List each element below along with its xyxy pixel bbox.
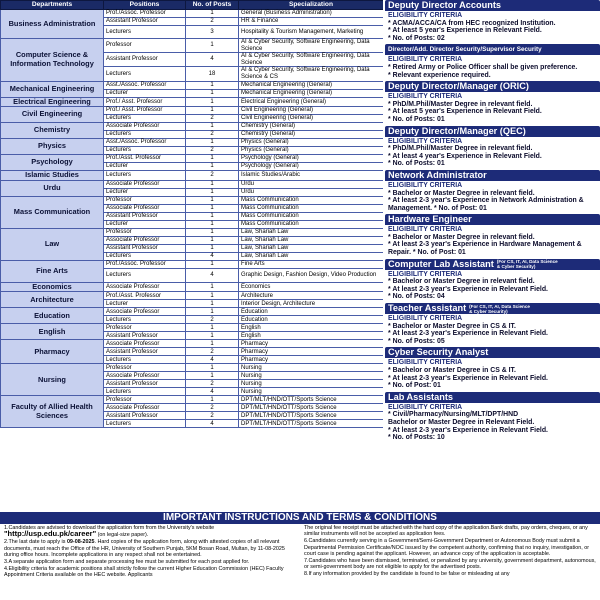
criteria-line: * No. of Posts: 01 [388,160,445,168]
eligibility-label: ELIGIBILITY CRITERIA [388,12,463,19]
position-box [385,170,600,213]
criteria-line: * At least 4 year's Experience in Relevant Field. [388,152,542,160]
table-row [1,292,384,300]
posts-count-cell: 1 [186,396,239,404]
posts-count-cell: 1 [186,340,239,348]
position-title-text: Director/Add. Director Security/Supervisor Security [388,46,542,54]
criteria-line: * PhD/M.Phil/Master Degree in relevant field. [388,145,533,153]
position-cell: Lecturers [104,268,186,282]
criteria-line: * At least 2-3 year's Experience in Relevant Field. [388,330,548,338]
specialization-cell: Civil Engineering (General) [239,115,384,123]
specialization-cell: DPT/MLT/HND/OTT/Sports Science [239,412,384,420]
posts-count-cell: 1 [186,244,239,252]
position-cell: Prof./Assoc. Professor [104,260,186,268]
criteria-line: * No. of Posts: 05 [388,337,445,345]
position-title-text: Teacher Assistant [388,303,467,314]
position-title [385,126,600,137]
department-cell: Electrical Engineering [1,97,104,107]
instruction-text: (on legal-size paper). [96,532,149,539]
position-title-text: Deputy Director/Manager (ORIC) [388,81,529,92]
posts-count-cell: 1 [186,107,239,115]
header-positions: Positions [104,1,186,10]
posts-count-cell: 1 [186,81,239,89]
department-cell: Faculty of Allied Health Sciences [1,396,104,428]
department-cell: Law [1,228,104,260]
posts-count-cell: 2 [186,412,239,420]
position-box [385,0,600,43]
table-row [1,308,384,316]
position-cell: Associate Professor [104,372,186,380]
specialization-cell: Pharmacy [239,356,384,364]
instructions-left-column [4,525,296,579]
positions-panel [385,0,600,512]
position-cell: Lecturers [104,26,186,39]
table-row [1,107,384,115]
criteria-line: * At least 2-3 year's Experience in Network Administration & Management. * No. of Post: 01 [388,197,584,212]
posts-count-cell: 1 [186,372,239,380]
posts-count-cell: 1 [186,180,239,188]
specialization-cell: Fine Arts [239,260,384,268]
eligibility-label: ELIGIBILITY CRITERIA [388,93,463,101]
specialization-cell: Law, Shariah Law [239,236,384,244]
position-title [385,392,600,403]
position-cell: Professor [104,39,186,53]
position-title [385,81,600,92]
specialization-cell: Pharmacy [239,340,384,348]
position-cell: Lecturer [104,89,186,97]
specialization-cell: AI & Cyber Security, Software Engineering, Data Science [239,53,384,67]
criteria-line: * At least 5 year's Experience in Relevant Field. [388,27,542,35]
posts-count-cell: 4 [186,420,239,428]
specialization-cell: Islamic Studies/Arabic [239,171,384,181]
table-row [1,196,384,204]
criteria-line: * No. of Post: 01 [388,382,441,390]
specialization-cell: Mass Communication [239,212,384,220]
position-cell: Assistant Professor [104,332,186,340]
position-cell: Lecturers [104,252,186,260]
position-cell: Professor [104,396,186,404]
position-cell: Asst./Assoc. Professor [104,81,186,89]
specialization-cell: English [239,324,384,332]
posts-count-cell: 1 [186,188,239,196]
position-cell: Lecturers [104,388,186,396]
instructions-section [0,512,600,600]
specialization-cell: Nursing [239,364,384,372]
position-cell: Professor [104,196,186,204]
position-subtitle: (For CS, IT, AI, Data Science & Cyber Security) [496,259,558,270]
instruction-item: 6.Candidates currently serving in a Government/Semi-Government Department or Autonomous Body must submit a Departmental Permission Certificate/NOC issued by the competent authority, confirming that no inquiry, investigation, or court case is pending against the applicant. However, an advance copy of the application is acceptable. [304,538,590,558]
instruction-item: The original fee receipt must be attached with the hard copy of the application.Bank drafts, pay orders, cheques, or any similar instruments will not be accepted as application fees. [304,525,588,538]
eligibility-criteria [385,11,600,43]
specialization-cell: Nursing [239,372,384,380]
specialization-cell: Nursing [239,388,384,396]
position-cell: Professor [104,228,186,236]
posts-count-cell: 3 [186,26,239,39]
position-box [385,44,600,80]
position-cell: Prof./ Asst. Professor [104,97,186,107]
posts-count-cell: 1 [186,10,239,18]
eligibility-label: ELIGIBILITY CRITERIA [388,137,463,145]
eligibility-label: ELIGIBILITY CRITERIA [388,181,463,189]
position-box [385,214,600,257]
deadline-date: 09-08-2025 [66,539,95,546]
instruction-item [4,539,296,558]
position-cell: Lecturers [104,316,186,324]
specialization-cell: Education [239,308,384,316]
position-title [385,0,600,11]
posts-count-cell: 1 [186,236,239,244]
position-cell: Lecturers [104,115,186,123]
position-cell: Associate Professor [104,404,186,412]
specialization-cell: Civil Engineering (General) [239,107,384,115]
position-box [385,259,600,302]
criteria-line: * PhD/M.Phil/Master Degree in relevant field. [388,100,533,108]
table-row [1,282,384,292]
specialization-cell: AI & Cyber Security, Software Engineering, Data Science [239,39,384,53]
position-cell: Lecturer [104,163,186,171]
department-cell: Islamic Studies [1,171,104,181]
position-title [385,44,600,55]
posts-count-cell: 1 [186,228,239,236]
specialization-cell: DPT/MLT/HND/OTT/Sports Science [239,396,384,404]
criteria-line: * Bachelor or Master Degree in relevant field. [388,278,535,286]
criteria-line: Bachelor or Master Degree in Relevant Field. [388,418,535,426]
posts-count-cell: 1 [186,163,239,171]
posts-count-cell: 2 [186,147,239,155]
instruction-item [4,566,296,579]
posts-count-cell: 2 [186,348,239,356]
position-box [385,392,600,443]
table-row [1,180,384,188]
department-cell: Chemistry [1,123,104,139]
posts-count-cell: 4 [186,53,239,67]
criteria-line: * Retired Army or Police Officer shall be given preference. [388,63,578,71]
specialization-cell: DPT/MLT/HND/OTT/Sports Science [239,420,384,428]
department-cell: Computer Science & Information Technology [1,39,104,82]
specialization-cell: Chemistry (General) [239,123,384,131]
position-cell: Lecturer [104,300,186,308]
position-cell: Associate Professor [104,282,186,292]
posts-count-cell: 1 [186,332,239,340]
criteria-line: * At least 2-3 year's Experience in Relevant Field. [388,285,548,293]
department-cell: English [1,324,104,340]
table-row [1,123,384,131]
posts-count-cell: 2 [186,380,239,388]
eligibility-label: ELIGIBILITY CRITERIA [388,403,463,411]
position-title [385,347,600,358]
eligibility-label: ELIGIBILITY CRITERIA [388,226,463,234]
department-cell: Mechanical Engineering [1,81,104,97]
department-cell: Urdu [1,180,104,196]
posts-count-cell: 1 [186,39,239,53]
criteria-line: * Bachelor or Master Degree in relevant field. [388,189,535,197]
position-cell: Assistant Professor [104,53,186,67]
eligibility-criteria [385,270,600,302]
department-cell: Mass Communication [1,196,104,228]
position-cell: Professor [104,324,186,332]
specialization-cell: English [239,332,384,340]
position-title-text: Deputy Director/Manager (QEC) [388,125,526,136]
specialization-cell: Pharmacy [239,348,384,356]
specialization-cell: Education [239,316,384,324]
instruction-item: 7.Candidates who have been dismissed, terminated, or penalized by any university, government department, autonomous, or semi-government body are not eligible to apply for the advertised posts. [304,557,596,571]
position-title-text: Lab Assistants [388,391,454,402]
posts-count-cell: 1 [186,220,239,228]
table-row [1,396,384,404]
posts-count-cell: 1 [186,364,239,372]
posts-count-cell: 2 [186,131,239,139]
criteria-line: * ACMA/ACCA/CA from HEC recognized Institution. [388,19,556,27]
position-title-text: Hardware Engineer [388,214,472,225]
criteria-line: * Civil/Pharmacy/Nursing/MLT/DPT/HND [388,411,519,419]
specialization-cell: Physics (General) [239,139,384,147]
position-title-text: Deputy Director Accounts [388,0,501,10]
table-row [1,364,384,372]
career-url-link[interactable]: "http://usp.edu.pk/career" [4,529,97,539]
instruction-text: 1.Candidates are advised to download the application form from the University's website [4,525,215,531]
posts-count-cell: 1 [186,139,239,147]
posts-count-cell: 4 [186,252,239,260]
department-cell: Architecture [1,292,104,308]
criteria-line: * At least 5 year's Experience in Relevant Field. [388,108,542,116]
department-cell: Physics [1,139,104,155]
eligibility-criteria [385,314,600,346]
position-cell: Associate Professor [104,180,186,188]
specialization-cell: Law, Shariah Law [239,244,384,252]
header-departments: Departments [1,1,104,10]
specialization-cell: Psychology (General) [239,163,384,171]
posts-count-cell: 1 [186,300,239,308]
eligibility-criteria [385,92,600,124]
eligibility-criteria [385,137,600,169]
posts-count-cell: 1 [186,155,239,163]
criteria-line: * No. of Posts: 04 [388,293,445,301]
department-cell: Nursing [1,364,104,396]
table-row [1,155,384,163]
department-cell: Business Administration [1,10,104,39]
instruction-item: 8.If any information provided by the candidate is found to be false or misleading at any [304,571,510,578]
table-row [1,39,384,53]
table-row [1,97,384,107]
criteria-line: * Bachelor or Master Degree in CS & IT. [388,322,516,330]
posts-count-cell: 2 [186,18,239,26]
criteria-line: * Relevant experience required. [388,71,491,79]
position-box [385,347,600,390]
posts-count-cell: 1 [186,308,239,316]
position-title-text: Network Administrator [388,169,487,180]
posts-count-cell: 4 [186,356,239,364]
position-cell: Asst./Assoc. Professor [104,139,186,147]
posts-count-cell: 1 [186,196,239,204]
posts-count-cell: 1 [186,212,239,220]
instruction-text: 2.The last date to apply is [4,539,67,546]
department-cell: Pharmacy [1,340,104,364]
position-box [385,126,600,169]
position-title [385,303,600,314]
posts-count-cell: 1 [186,292,239,300]
position-cell: Assistant Professor [104,412,186,420]
criteria-line: * No. of Posts: 10 [388,434,445,442]
position-title-text: Cyber Security Analyst [388,347,489,358]
position-cell: Assistant Professor [104,244,186,252]
specialization-cell: Psychology (General) [239,155,384,163]
posts-count-cell: 1 [186,324,239,332]
instruction-item [4,559,296,565]
specialization-cell: Interior Design, Architecture [239,300,384,308]
position-cell: Lecturers [104,171,186,181]
position-cell: Associate Professor [104,204,186,212]
table-row [1,10,384,18]
specialization-cell: Graphic Design, Fashion Design, Video Production [239,268,384,282]
position-cell: Lecturers [104,131,186,139]
posts-count-cell: 2 [186,171,239,181]
posts-count-cell: 18 [186,67,239,81]
specialization-cell: Mass Communication [239,220,384,228]
position-cell: Lecturer [104,188,186,196]
criteria-line: * At least 2-3 year's Experience in Relevant Field. [388,426,548,434]
posts-count-cell: 1 [186,260,239,268]
position-cell: Prof./Assoc. Professor [104,10,186,18]
instruction-item [4,525,296,539]
criteria-line: * No. of Posts: 02 [388,34,445,42]
posts-count-cell: 4 [186,268,239,282]
specialization-cell: Law, Shariah Law [239,252,384,260]
eligibility-criteria [385,403,600,443]
position-subtitle: (For CS, IT, AI, Data Science & Cyber Security) [469,303,530,314]
position-cell: Prof./ Asst. Professor [104,107,186,115]
posts-count-cell: 1 [186,204,239,212]
specialization-cell: Nursing [239,380,384,388]
position-cell: Lecturers [104,67,186,81]
position-cell: Lecturer [104,220,186,228]
eligibility-criteria [385,181,600,213]
position-box [385,81,600,124]
specialization-cell: Mass Communication [239,204,384,212]
position-cell: Associate Professor [104,340,186,348]
specialization-cell: Mechanical Engineering (General) [239,89,384,97]
specialization-cell: Physics (General) [239,147,384,155]
specialization-cell: HR & Finance [239,18,384,26]
department-cell: Psychology [1,155,104,171]
table-row [1,81,384,89]
table-row [1,260,384,268]
specialization-cell: Architecture [239,292,384,300]
table-row [1,340,384,348]
specialization-cell: Law, Shariah Law [239,228,384,236]
specialization-cell: Electrical Engineering (General) [239,97,384,107]
position-title-text: Computer Lab Assistant [388,258,494,269]
posts-count-cell: 1 [186,89,239,97]
eligibility-criteria [385,55,600,80]
department-cell: Economics [1,282,104,292]
instructions-right-column [304,525,596,579]
position-cell: Associate Professor [104,236,186,244]
position-cell: Lecturers [104,420,186,428]
instructions-title: IMPORTANT INSTRUCTIONS AND TERMS & CONDITIONS [0,512,600,524]
criteria-line: * Bachelor or Master Degree in relevant field. [388,233,535,241]
posts-count-cell: 1 [186,123,239,131]
criteria-line: * At least 2-3 year's Experience in Hardware Management & Repair. * No. of Post: 01 [388,241,582,257]
criteria-line: * No. of Posts: 01 [388,115,445,123]
department-cell: Education [1,308,104,324]
criteria-line: * At least 2-3 year's Experience in Relevant Field. [388,374,548,382]
specialization-cell: Economics [239,282,384,292]
posts-count-cell: 2 [186,115,239,123]
criteria-line: * Bachelor or Master Degree in CS & IT. [388,367,516,374]
specialization-cell: DPT/MLT/HND/OTT/Sports Science [239,404,384,412]
specialization-cell: Chemistry (General) [239,131,384,139]
specialization-cell: Urdu [239,180,384,188]
position-cell: Assistant Professor [104,18,186,26]
posts-count-cell: 2 [186,316,239,324]
table-row [1,171,384,181]
specialization-cell: General (Business Administration) [239,10,384,18]
department-cell: Civil Engineering [1,107,104,123]
posts-count-cell: 4 [186,388,239,396]
specialization-cell: Mass Communication [239,196,384,204]
position-cell: Associate Professor [104,308,186,316]
table-row [1,228,384,236]
specialization-cell: Mechanical Engineering (General) [239,81,384,89]
position-cell: Prof./Asst. Professor [104,155,186,163]
vacancy-table [0,0,383,428]
eligibility-criteria [385,225,600,257]
posts-count-cell: 1 [186,97,239,107]
posts-count-cell: 2 [186,404,239,412]
header-specialization: Specialization [239,1,384,10]
eligibility-label: ELIGIBILITY CRITERIA [388,315,463,323]
position-cell: Associate Professor [104,123,186,131]
position-title [385,259,600,270]
eligibility-label: ELIGIBILITY CRITERIA [388,359,463,367]
eligibility-criteria [385,358,600,390]
eligibility-label: ELIGIBILITY CRITERIA [388,56,463,64]
posts-count-cell: 1 [186,282,239,292]
specialization-cell: Urdu [239,188,384,196]
position-cell: Assistant Professor [104,212,186,220]
position-title [385,214,600,225]
table-row [1,139,384,147]
position-cell: Prof./Asst. Professor [104,292,186,300]
instruction-text: 3.A separate application form and separate processing fee must be submitted for each post applied for. [4,558,250,565]
specialization-cell: AI & Cyber Security, Software Engineering, Data Science & CS [239,67,384,81]
position-cell: Lecturers [104,147,186,155]
eligibility-label: ELIGIBILITY CRITERIA [388,270,463,278]
header-no-of-posts: No. of Posts [186,1,239,10]
position-cell: Assistant Professor [104,348,186,356]
department-cell: Fine Arts [1,260,104,282]
table-row [1,324,384,332]
instruction-text: 4.Eligibility criteria for academic positions shall strictly follow the current Higher Education Commission (HEC) Faculty Appointment Criteria available on the HEC website. Applicants [4,565,284,579]
instruction-text: . Hard copies of the application form, along with attested copies of all relevant documents, must reach the Office of the HR, University of Southern Punjab, 5KM Bosan Road, Multan, by 11-08-2025 during office hours. Incomplete applications in any respect shall not be entertained. [4,539,285,559]
table-header-row [1,1,384,10]
position-cell: Assistant Professor [104,380,186,388]
position-title [385,170,600,181]
position-box [385,303,600,346]
position-cell: Professor [104,364,186,372]
specialization-cell: Hospitality & Tourism Management, Marketing [239,26,384,39]
position-cell: Lecturers [104,356,186,364]
